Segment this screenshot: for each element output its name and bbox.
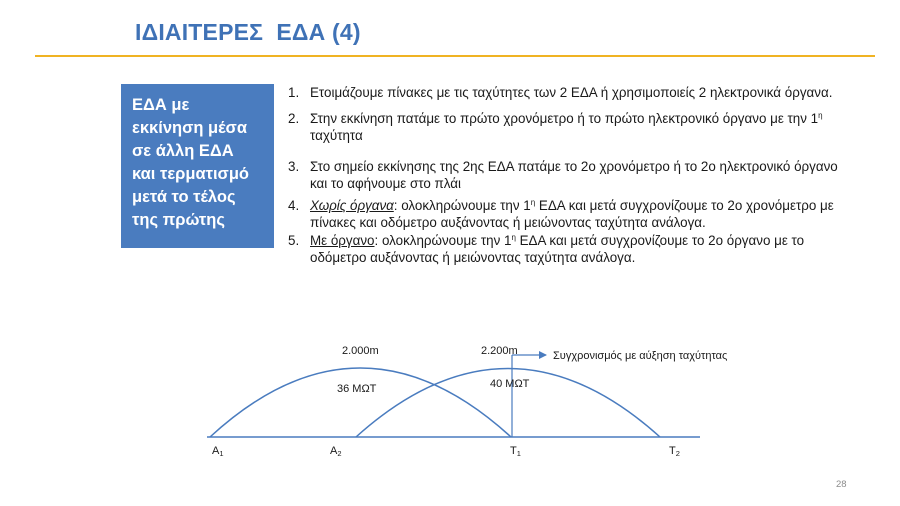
topic-line: εκκίνηση μέσα <box>132 119 247 137</box>
step-number: 1. <box>288 85 300 100</box>
sync-note: Συγχρονισμός με αύξηση ταχύτητας <box>553 350 728 362</box>
superscript: η <box>530 197 536 207</box>
page-number: 28 <box>836 479 847 490</box>
step-text: Ετοιμάζουμε πίνακες με τις ταχύτητες των 2 ΕΔΑ ή χρησιμοποιείς 2 ηλεκτρονικά όργανα. <box>310 85 833 100</box>
topic-line: της πρώτης <box>132 211 225 229</box>
step-number: 4. <box>288 197 300 213</box>
point-a2: A2 <box>330 445 342 458</box>
point-t2: T2 <box>669 445 680 458</box>
topic-line: ΕΔΑ με <box>132 96 190 114</box>
step-label: Χωρίς όργανα <box>310 197 394 213</box>
step-text: : ολοκληρώνουμε την 1 <box>393 197 531 213</box>
step-text: : ολοκληρώνουμε την 1 <box>374 232 512 248</box>
step-text: ΕΔΑ και μετά συγχρονίζουμε το 2ο χρονόμετρο με πίνακες και οδόμετρο αυξάνοντας ή μειώνοντας ταχύτητα ανάλογα. <box>310 197 834 230</box>
point-a1: A1 <box>212 445 224 458</box>
step-label: Με όργανο <box>310 232 375 248</box>
arc-first-eda <box>210 368 511 437</box>
superscript: η <box>818 110 823 120</box>
topic-line: μετά το τέλος <box>132 188 236 206</box>
arc1-time: 36 ΜΩΤ <box>337 383 377 395</box>
step-number: 5. <box>288 232 300 248</box>
step-text: Στην εκκίνηση πατάμε το πρώτο χρονόμετρο ή το πρώτο ηλεκτρονικό όργανο με την 1 <box>310 110 819 126</box>
step-text: ΕΔΑ και μετά συγχρονίζουμε το 2ο όργανο με το οδόμετρο αυξάνοντας ή μειώνοντας ταχύτητα ανάλογα. <box>310 232 805 265</box>
step-number: 3. <box>288 158 300 174</box>
step-text: ταχύτητα <box>310 128 363 143</box>
step-text: Στο σημείο εκκίνησης της 2ης ΕΔΑ πατάμε το 2ο χρονόμετρο ή το 2ο ηλεκτρονικό όργανο και το αφήνουμε στο πλάι <box>310 158 838 191</box>
superscript: η <box>511 232 516 242</box>
topic-line: σε άλλη ΕΔΑ <box>132 142 234 160</box>
arc2-time: 40 ΜΩΤ <box>490 378 530 390</box>
step-number: 2. <box>288 110 300 126</box>
topic-line: και τερματισμό <box>132 165 250 183</box>
arc1-distance: 2.000m <box>342 345 379 357</box>
arc2-distance: 2.200m <box>481 345 518 357</box>
point-t1: T1 <box>510 445 521 458</box>
slide-title: ΙΔΙΑΙΤΕΡΕΣ ΕΔΑ (4) <box>135 19 361 45</box>
